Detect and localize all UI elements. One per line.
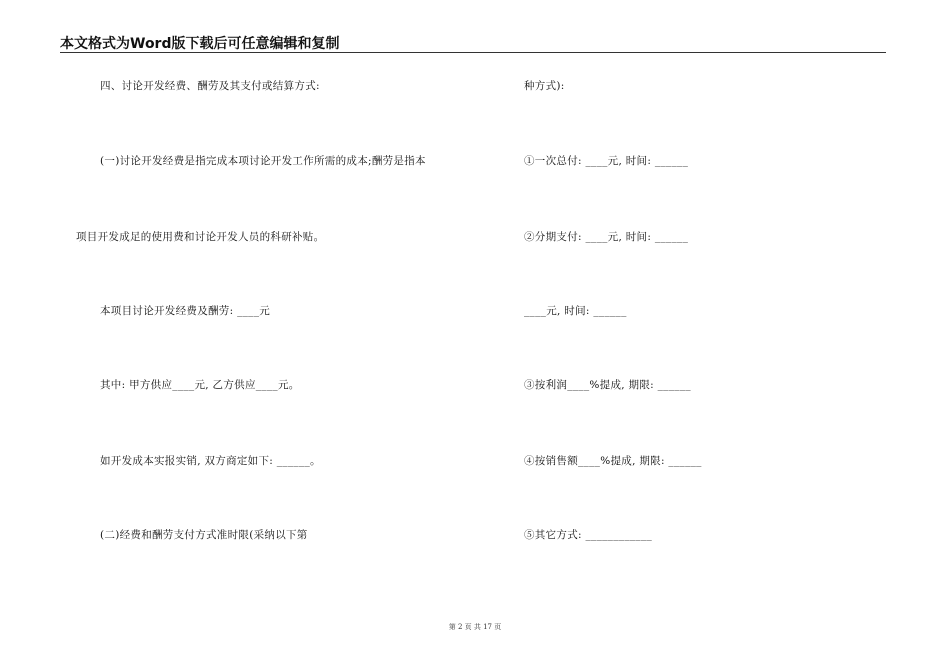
left-line-funding-definition-cont: 项目开发成足的使用费和讨论开发人员的科研补贴。 bbox=[76, 231, 325, 243]
left-line-payment-method-heading: (二)经费和酬劳支付方式准时限(采纳以下第 bbox=[100, 529, 308, 541]
page-number-footer: 第 2 页 共 17 页 bbox=[448, 623, 502, 631]
right-line-method-cont: 种方式): bbox=[524, 80, 565, 92]
header-divider bbox=[60, 52, 886, 53]
left-line-funding-definition: (一)讨论开发经费是指完成本项讨论开发工作所需的成本;酬劳是指本 bbox=[100, 155, 426, 167]
right-line-sales-share: ④按销售额____%提成, 期限: ______ bbox=[524, 455, 702, 467]
right-line-lump-sum: ①一次总付: ____元, 时间: ______ bbox=[524, 155, 689, 167]
right-line-profit-share: ③按利润____%提成, 期限: ______ bbox=[524, 379, 691, 391]
left-line-actual-cost-agreement: 如开发成本实报实销, 双方商定如下: ______。 bbox=[100, 455, 321, 467]
left-line-party-contributions: 其中: 甲方供应____元, 乙方供应____元。 bbox=[100, 379, 300, 391]
right-line-installment-second: ____元, 时间: ______ bbox=[524, 305, 627, 317]
right-line-installments: ②分期支付: ____元, 时间: ______ bbox=[524, 231, 689, 243]
document-header-title: 本文格式为Word版下载后可任意编辑和复制 bbox=[60, 36, 340, 52]
left-line-total-funding: 本项目讨论开发经费及酬劳: ____元 bbox=[100, 305, 271, 317]
left-line-payment-heading: 四、讨论开发经费、酬劳及其支付或结算方式: bbox=[100, 80, 320, 92]
right-line-other-method: ⑤其它方式: ____________ bbox=[524, 529, 653, 541]
